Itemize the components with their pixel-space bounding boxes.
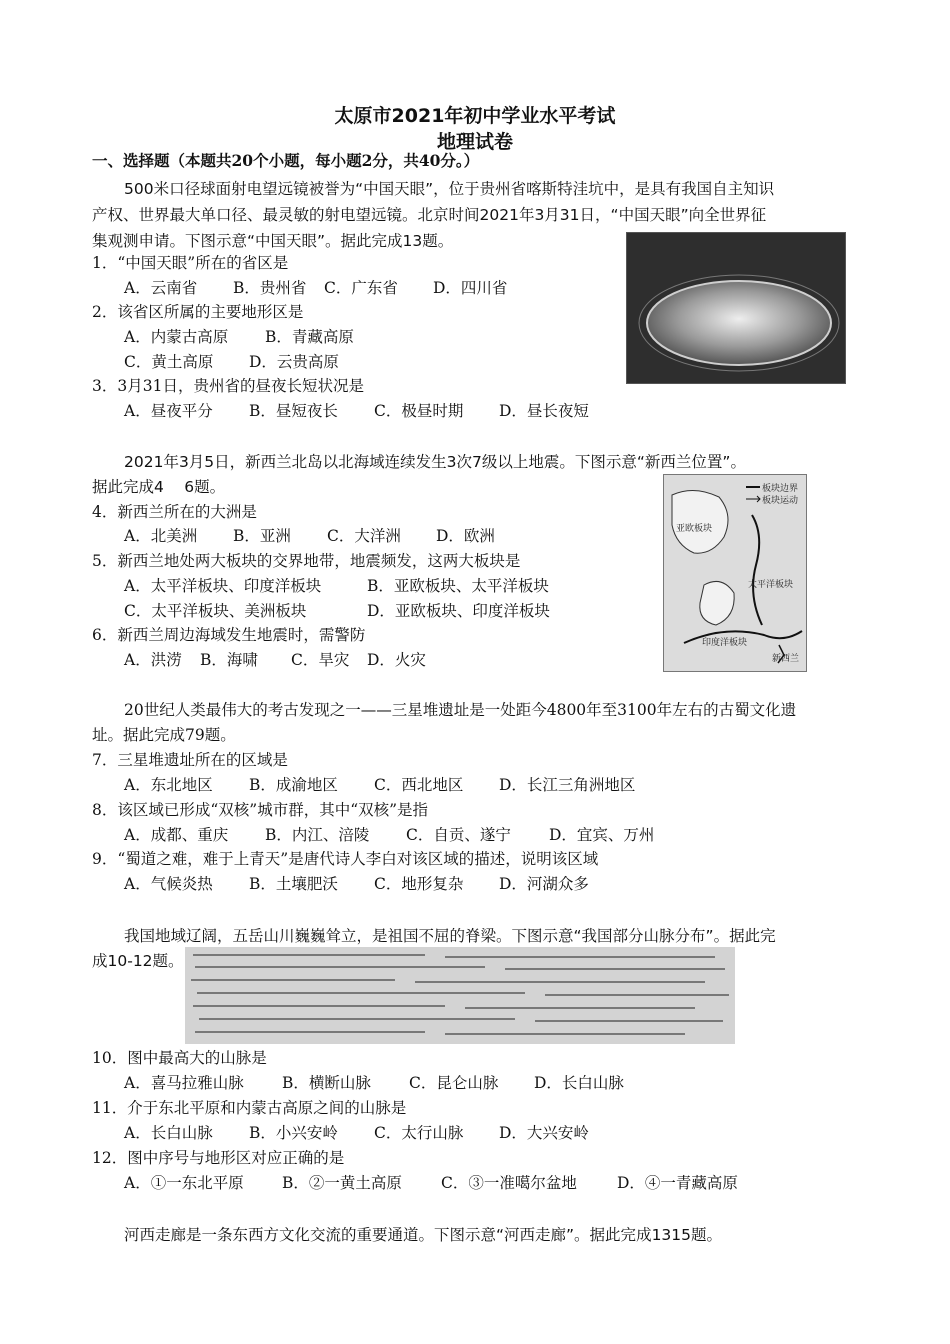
question-4-stem: 4．新西兰所在的大洲是 (92, 503, 257, 521)
label-pacific-plate: 太平洋板块 (748, 580, 794, 590)
option-d[interactable]: D．长江三角洲地区 (499, 776, 636, 794)
legend-movement: 板块运动 (762, 496, 799, 506)
question-7-stem: 7．三星堆遗址所在的区域是 (92, 751, 288, 769)
question-9-stem: 9．“蜀道之难，难于上青天”是唐代诗人李白对该区域的描述，说明该区域 (92, 850, 599, 868)
option-c[interactable]: C．广东省 (324, 279, 398, 297)
exam-subtitle: 地理试卷 (436, 131, 513, 153)
option-d[interactable]: D．四川省 (433, 279, 508, 297)
telescope-image (627, 233, 845, 383)
label-indian-plate: 印度洋板块 (702, 638, 748, 648)
question-3-options (124, 401, 589, 421)
intro-line: 址。据此完成79题。 (92, 726, 236, 744)
option-c[interactable]: C．昆仑山脉 (409, 1074, 499, 1092)
question-7-options (124, 775, 635, 795)
question-12-options (124, 1173, 738, 1193)
option-c[interactable]: C．极昼时期 (374, 402, 464, 420)
option-d[interactable]: D．大兴安岭 (499, 1124, 589, 1142)
option-c[interactable]: C．旱灾 (291, 651, 350, 669)
option-b[interactable]: B．土壤肥沃 (249, 875, 338, 893)
option-d[interactable]: D．火灾 (367, 651, 426, 669)
option-b[interactable]: B．②一黄土高原 (282, 1174, 402, 1192)
intro-line: 河西走廊是一条东西方文化交流的重要通道。下图示意“河西走廊”。据此完成1315题。 (124, 1226, 723, 1244)
question-6-options (124, 650, 426, 670)
option-a[interactable]: A．云南省 (124, 279, 198, 297)
legend-boundary: 板块边界 (762, 484, 799, 494)
option-c[interactable]: C．大洋洲 (327, 527, 401, 545)
intro-line: 20世纪人类最伟大的考古发现之一——三星堆遗址是一处距今4800年至3100年左右的古蜀文化遗 (124, 701, 797, 719)
label-eurasian-plate: 亚欧板块 (676, 524, 713, 534)
mountain-distribution-figure (185, 947, 735, 1044)
question-9-options (124, 874, 589, 894)
section-heading: 一、选择题（本题共20个小题，每小题2分，共40分。） (92, 151, 480, 170)
option-c[interactable]: C．③一准噶尔盆地 (441, 1174, 577, 1192)
option-d[interactable]: D．云贵高原 (249, 353, 339, 371)
intro-line: 我国地域辽阔，五岳山川巍巍耸立，是祖国不屈的脊梁。下图示意“我国部分山脉分布”。据此完 (124, 927, 776, 945)
new-zealand-map (663, 474, 807, 672)
option-b[interactable]: B．青藏高原 (265, 328, 354, 346)
question-6-stem: 6．新西兰周边海域发生地震时，需警防 (92, 626, 366, 644)
intro-line: 成10-12题。 (92, 952, 184, 970)
option-c[interactable]: C．自贡、遂宁 (406, 826, 511, 844)
option-a[interactable]: A．东北地区 (124, 776, 213, 794)
option-b[interactable]: B．昼短夜长 (249, 402, 338, 420)
option-c[interactable]: C．太平洋板块、美洲板块 (124, 602, 307, 620)
option-d[interactable]: D．长白山脉 (534, 1074, 624, 1092)
option-a[interactable]: A．气候炎热 (124, 875, 213, 893)
question-11-options (124, 1123, 589, 1143)
question-12-stem: 12．图中序号与地形区对应正确的是 (92, 1149, 345, 1167)
option-a[interactable]: A．北美洲 (124, 527, 198, 545)
option-c[interactable]: C．黄土高原 (124, 353, 214, 371)
blurred-figure-image (185, 947, 735, 1044)
option-b[interactable]: B．成渝地区 (249, 776, 338, 794)
option-d[interactable]: D．亚欧板块、印度洋板块 (367, 602, 550, 620)
option-a[interactable]: A．①一东北平原 (124, 1174, 244, 1192)
option-d[interactable]: D．欧洲 (436, 527, 495, 545)
question-5-stem: 5．新西兰地处两大板块的交界地带，地震频发，这两大板块是 (92, 552, 521, 570)
label-new-zealand: 新西兰 (772, 654, 800, 664)
exam-title: 太原市2021年初中学业水平考试 (334, 105, 616, 127)
option-b[interactable]: B．海啸 (200, 651, 258, 669)
question-2-options (124, 327, 354, 347)
option-a[interactable]: A．内蒙古高原 (124, 328, 229, 346)
intro-line: 据此完成4 6题。 (92, 478, 226, 496)
question-10-stem: 10．图中最高大的山脉是 (92, 1049, 267, 1067)
question-1-options (124, 278, 507, 298)
option-d[interactable]: D．宜宾、万州 (549, 826, 655, 844)
question-4-options (124, 526, 495, 546)
option-a[interactable]: A．太平洋板块、印度洋板块 (124, 577, 322, 595)
question-1-stem: 1．“中国天眼”所在的省区是 (92, 254, 289, 272)
intro-line: 集观测申请。下图示意“中国天眼”。据此完成13题。 (92, 232, 454, 250)
question-10-options (124, 1073, 624, 1093)
option-b[interactable]: B．贵州省 (233, 279, 307, 297)
question-2-stem: 2．该省区所属的主要地形区是 (92, 303, 304, 321)
option-b[interactable]: B．亚欧板块、太平洋板块 (367, 577, 549, 595)
question-5-options (124, 576, 549, 596)
option-c[interactable]: C．太行山脉 (374, 1124, 464, 1142)
option-d[interactable]: D．④一青藏高原 (617, 1174, 738, 1192)
question-2-options (124, 352, 339, 372)
question-11-stem: 11．介于东北平原和内蒙古高原之间的山脉是 (92, 1099, 407, 1117)
option-b[interactable]: B．内江、涪陵 (265, 826, 370, 844)
question-8-options (124, 825, 654, 845)
option-c[interactable]: C．西北地区 (374, 776, 464, 794)
intro-line: 产权、世界最大单口径、最灵敏的射电望远镜。北京时间2021年3月31日，“中国天眼”向全世界征 (92, 206, 767, 224)
intro-line: 2021年3月5日，新西兰北岛以北海域连续发生3次7级以上地震。下图示意“新西兰位置”。 (124, 453, 746, 471)
option-a[interactable]: A．成都、重庆 (124, 826, 229, 844)
option-a[interactable]: A．洪涝 (124, 651, 182, 669)
option-c[interactable]: C．地形复杂 (374, 875, 464, 893)
option-b[interactable]: B．小兴安岭 (249, 1124, 338, 1142)
option-d[interactable]: D．河湖众多 (499, 875, 589, 893)
option-b[interactable]: B．横断山脉 (282, 1074, 371, 1092)
intro-line: 500米口径球面射电望远镜被誉为“中国天眼”，位于贵州省喀斯特洼坑中，是具有我国自主知识 (124, 180, 775, 198)
option-a[interactable]: A．喜马拉雅山脉 (124, 1074, 244, 1092)
option-b[interactable]: B．亚洲 (233, 527, 291, 545)
question-5-options (124, 601, 550, 621)
option-a[interactable]: A．长白山脉 (124, 1124, 213, 1142)
question-8-stem: 8．该区域已形成“双核”城市群，其中“双核”是指 (92, 801, 429, 819)
question-3-stem: 3．3月31日，贵州省的昼夜长短状况是 (92, 377, 364, 395)
fast-telescope-photo (626, 232, 846, 384)
option-a[interactable]: A．昼夜平分 (124, 402, 213, 420)
option-d[interactable]: D．昼长夜短 (499, 402, 589, 420)
